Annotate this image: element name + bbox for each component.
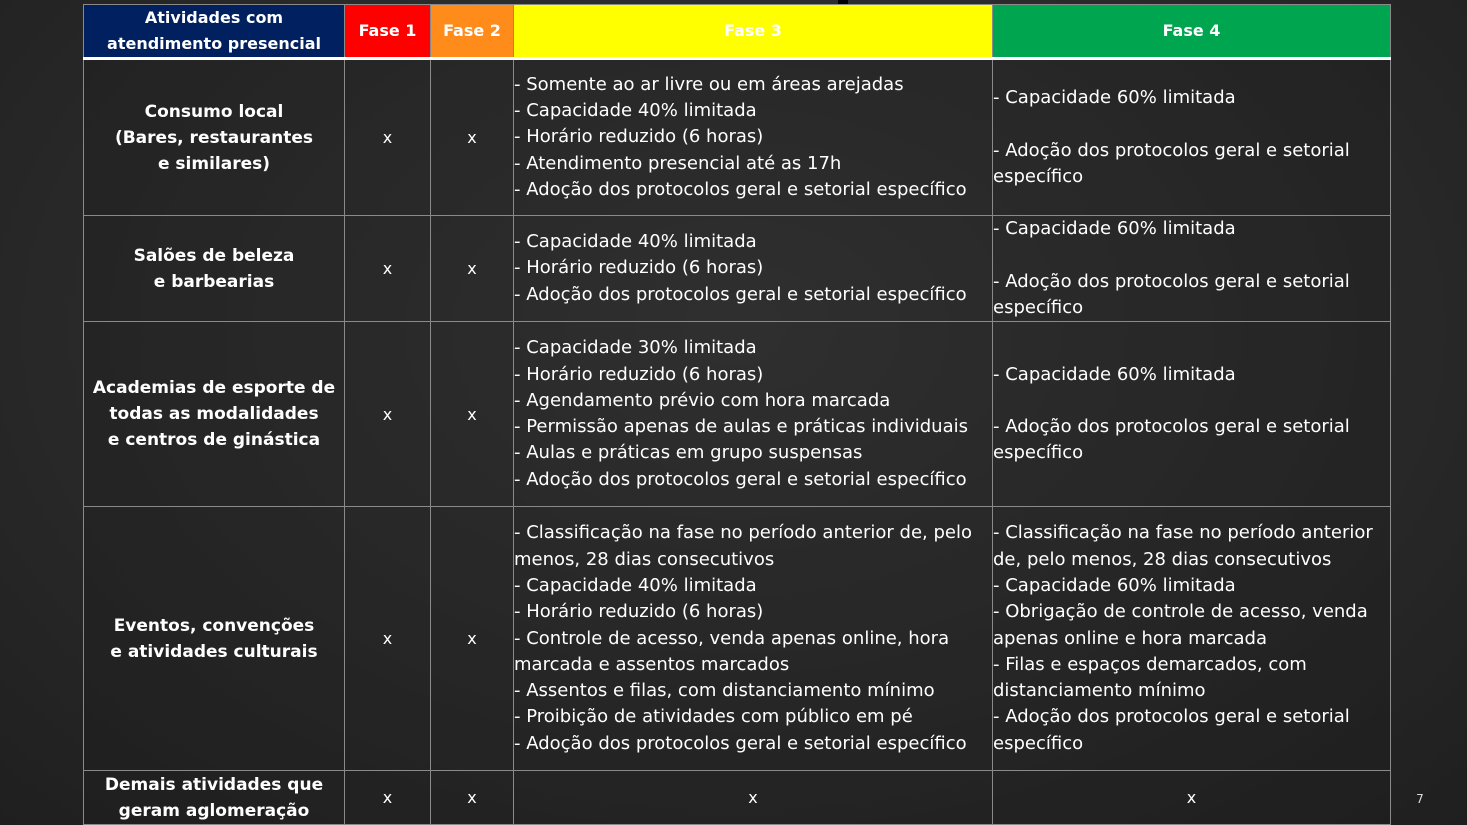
rule-line: - Capacidade 60% limitada bbox=[993, 86, 1236, 108]
table-row-consumo-local bbox=[84, 59, 1391, 216]
rule-line: - Horário reduzido (6 horas) bbox=[514, 126, 764, 148]
rule-line: - Adoção dos protocolos geral e setorial específico bbox=[514, 178, 967, 200]
rule-line: - Capacidade 40% limitada bbox=[514, 100, 757, 122]
rule-line: - Obrigação de controle de acesso, venda apenas online e hora marcada bbox=[993, 601, 1368, 649]
fase-1-mark: x bbox=[345, 59, 431, 216]
phase-activities-table bbox=[83, 4, 1391, 825]
rule-line: - Capacidade 60% limitada bbox=[993, 574, 1236, 596]
fase-2-mark: x bbox=[431, 771, 514, 825]
activity-line: Salões de beleza bbox=[133, 245, 295, 266]
activity-line: e similares) bbox=[157, 153, 271, 174]
table-row-saloes-de-beleza bbox=[84, 216, 1391, 322]
activity-line: Academias de esporte de bbox=[92, 378, 336, 399]
fase-3-rules bbox=[514, 59, 993, 216]
activity-cell bbox=[84, 771, 345, 825]
rule-line: - Agendamento prévio com hora marcada bbox=[514, 389, 891, 411]
rule-line: - Filas e espaços demarcados, com distanciamento mínimo bbox=[993, 653, 1307, 702]
activity-line: Consumo local bbox=[144, 101, 284, 122]
rule-line: - Adoção dos protocolos geral e setorial específico bbox=[514, 283, 967, 305]
table-header-row bbox=[84, 5, 1391, 59]
activity-cell bbox=[84, 507, 345, 771]
header-fase-2: Fase 2 bbox=[431, 5, 514, 59]
header-fase-3: Fase 3 bbox=[514, 5, 993, 59]
activity-line: (Bares, restaurantes bbox=[114, 127, 314, 148]
fase-3-rules bbox=[514, 216, 993, 322]
rule-line: - Capacidade 60% limitada bbox=[993, 363, 1236, 385]
rule-line: - Permissão apenas de aulas e práticas individuais bbox=[514, 416, 968, 438]
rule-line: - Capacidade 60% limitada bbox=[993, 218, 1236, 239]
fase-3-rules bbox=[514, 507, 993, 771]
table-row-eventos bbox=[84, 507, 1391, 771]
fase-4-mark: x bbox=[993, 771, 1391, 825]
activity-line: geram aglomeração bbox=[118, 800, 310, 821]
activity-line: e barbearias bbox=[153, 271, 275, 292]
rule-line: - Adoção dos protocolos geral e setorial específico bbox=[993, 416, 1350, 464]
activity-line: Eventos, convenções bbox=[113, 615, 315, 636]
rule-line: - Somente ao ar livre ou em áreas arejadas bbox=[514, 73, 904, 95]
rule-line: - Adoção dos protocolos geral e setorial específico bbox=[993, 270, 1350, 318]
rule-line: - Adoção dos protocolos geral e setorial específico bbox=[514, 732, 967, 754]
fase-2-mark: x bbox=[431, 59, 514, 216]
fase-4-rules bbox=[993, 216, 1391, 322]
rule-line: - Atendimento presencial até as 17h bbox=[514, 152, 842, 174]
header-activity-line1: Atividades com bbox=[144, 8, 284, 27]
header-fase-4: Fase 4 bbox=[993, 5, 1391, 59]
rule-line: - Classificação na fase no período anterior de, pelo menos, 28 dias consecutivos bbox=[993, 522, 1373, 570]
rule-line: - Capacidade 30% limitada bbox=[514, 337, 757, 359]
rule-line: - Capacidade 40% limitada bbox=[514, 574, 757, 596]
rule-line: - Adoção dos protocolos geral e setorial específico bbox=[514, 468, 967, 490]
fase-2-mark: x bbox=[431, 322, 514, 507]
rule-line: - Controle de acesso, venda apenas online, hora marcada e assentos marcados bbox=[514, 627, 950, 675]
activity-line: e atividades culturais bbox=[110, 641, 318, 662]
fase-1-mark: x bbox=[345, 216, 431, 322]
rule-line: - Horário reduzido (6 horas) bbox=[514, 257, 764, 279]
fase-3-mark: x bbox=[514, 771, 993, 825]
fase-4-rules bbox=[993, 507, 1391, 771]
rule-line: - Horário reduzido (6 horas) bbox=[514, 601, 764, 623]
rule-line: - Capacidade 40% limitada bbox=[514, 231, 757, 253]
table-row-demais-atividades bbox=[84, 771, 1391, 825]
fase-3-rules bbox=[514, 322, 993, 507]
fase-2-mark: x bbox=[431, 507, 514, 771]
activity-line: Demais atividades que bbox=[104, 774, 324, 795]
rule-line: - Proibição de atividades com público em pé bbox=[514, 706, 913, 728]
table-row-academias bbox=[84, 322, 1391, 507]
header-activity bbox=[84, 5, 345, 59]
header-activity-line2: atendimento presencial bbox=[107, 34, 321, 53]
rule-spacer bbox=[993, 242, 1390, 268]
rule-line: - Horário reduzido (6 horas) bbox=[514, 363, 764, 385]
rule-spacer bbox=[993, 111, 1390, 137]
fase-2-mark: x bbox=[431, 216, 514, 322]
fase-1-mark: x bbox=[345, 507, 431, 771]
activity-cell bbox=[84, 216, 345, 322]
activity-line: e centros de ginástica bbox=[107, 430, 321, 451]
activity-cell bbox=[84, 59, 345, 216]
fase-1-mark: x bbox=[345, 771, 431, 825]
rule-line: - Adoção dos protocolos geral e setorial específico bbox=[993, 706, 1350, 754]
header-fase-1: Fase 1 bbox=[345, 5, 431, 59]
rule-line: - Classificação na fase no período anterior de, pelo menos, 28 dias consecutivos bbox=[514, 522, 972, 570]
rule-line: - Aulas e práticas em grupo suspensas bbox=[514, 442, 863, 464]
fase-4-rules bbox=[993, 59, 1391, 216]
activity-cell bbox=[84, 322, 345, 507]
slide-number: 7 bbox=[1416, 792, 1424, 806]
rule-line: - Adoção dos protocolos geral e setorial específico bbox=[993, 139, 1350, 187]
rule-line: - Assentos e filas, com distanciamento mínimo bbox=[514, 680, 935, 702]
fase-4-rules bbox=[993, 322, 1391, 507]
fase-1-mark: x bbox=[345, 322, 431, 507]
rule-spacer bbox=[993, 388, 1390, 414]
activity-line: todas as modalidades bbox=[109, 404, 319, 425]
